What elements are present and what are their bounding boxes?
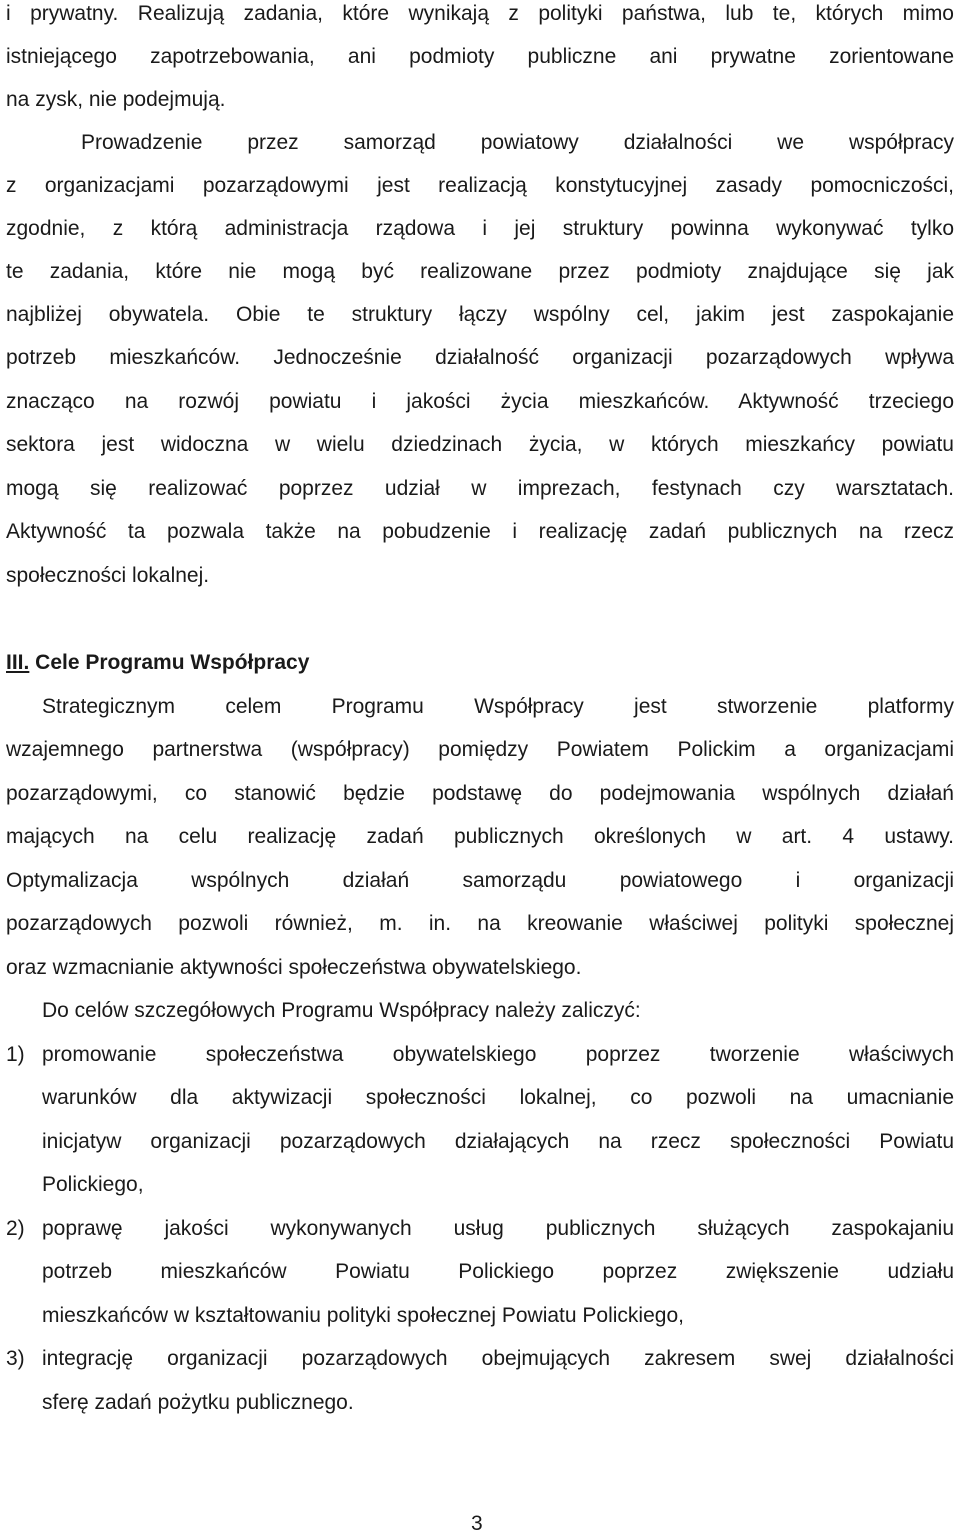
list-number: 1) (6, 1043, 25, 1066)
text-line: Strategicznym celem Programu Współpracy jest stworzenie platformy (42, 695, 954, 718)
list-item-line: mieszkańców w kształtowaniu polityki społecznej Powiatu Polickiego, (42, 1304, 684, 1327)
text-line: oraz wzmacnianie aktywności społeczeństwa obywatelskiego. (6, 956, 582, 979)
text-line: wzajemnego partnerstwa (współpracy) pomiędzy Powiatem Polickim a organizacjami (6, 738, 954, 761)
text-line: istniejącego zapotrzebowania, ani podmioty publiczne ani prywatne zorientowane (6, 45, 954, 68)
text-line: pozarządowymi, co stanowić będzie podstawę do podejmowania wspólnych działań (6, 782, 954, 805)
list-item-line: sferę zadań pożytku publicznego. (42, 1391, 354, 1414)
section-title: Cele Programu Współpracy (29, 651, 310, 674)
text-line: mających na celu realizację zadań publicznych określonych w art. 4 ustawy. (6, 825, 954, 848)
list-item-line: poprawę jakości wykonywanych usług publicznych służących zaspokajaniu (42, 1217, 954, 1240)
text-line: na zysk, nie podejmują. (6, 88, 226, 111)
list-item-line: warunków dla aktywizacji społeczności lokalnej, co pozwoli na umacnianie (42, 1086, 954, 1109)
text-line: te zadania, które nie mogą być realizowane przez podmioty znajdujące się jak (6, 260, 954, 283)
list-item-line: Polickiego, (42, 1173, 144, 1196)
text-line: Optymalizacja wspólnych działań samorządu powiatowego i organizacji (6, 869, 954, 892)
list-number: 2) (6, 1217, 25, 1240)
list-item-line: promowanie społeczeństwa obywatelskiego poprzez tworzenie właściwych (42, 1043, 954, 1066)
text-line: Aktywność ta pozwala także na pobudzenie i realizację zadań publicznych na rzecz (6, 520, 954, 543)
goals-intro: Do celów szczegółowych Programu Współpracy należy zaliczyć: (42, 999, 641, 1022)
text-line: najbliżej obywatela. Obie te struktury łączy wspólny cel, jakim jest zaspokajanie (6, 303, 954, 326)
text-line: i prywatny. Realizują zadania, które wynikają z polityki państwa, lub te, których mimo (6, 2, 954, 25)
page-number: 3 (471, 1512, 483, 1535)
text-line: sektora jest widoczna w wielu dziedzinach życia, w których mieszkańcy powiatu (6, 433, 954, 456)
section-heading (6, 652, 309, 673)
list-item-line: inicjatyw organizacji pozarządowych działających na rzecz społeczności Powiatu (42, 1130, 954, 1153)
text-line: społeczności lokalnej. (6, 564, 210, 587)
text-line: mogą się realizować poprzez udział w imprezach, festynach czy warsztatach. (6, 477, 954, 500)
text-line: znacząco na rozwój powiatu i jakości życia mieszkańców. Aktywność trzeciego (6, 390, 954, 413)
text-line: potrzeb mieszkańców. Jednocześnie działalność organizacji pozarządowych wpływa (6, 346, 954, 369)
text-line: pozarządowych pozwoli również, m. in. na kreowanie właściwej polityki społecznej (6, 912, 954, 935)
text-line: Prowadzenie przez samorząd powiatowy działalności we współpracy (81, 131, 954, 154)
list-item-line: potrzeb mieszkańców Powiatu Polickiego poprzez zwiększenie udziału (42, 1260, 954, 1283)
text-line: zgodnie, z którą administracja rządowa i jej struktury powinna wykonywać tylko (6, 217, 954, 240)
list-number: 3) (6, 1347, 25, 1370)
section-number: III. (6, 651, 30, 674)
list-item-line: integrację organizacji pozarządowych obejmujących zakresem swej działalności (42, 1347, 954, 1370)
text-line: z organizacjami pozarządowymi jest realizacją konstytucyjnej zasady pomocniczości, (6, 174, 954, 197)
